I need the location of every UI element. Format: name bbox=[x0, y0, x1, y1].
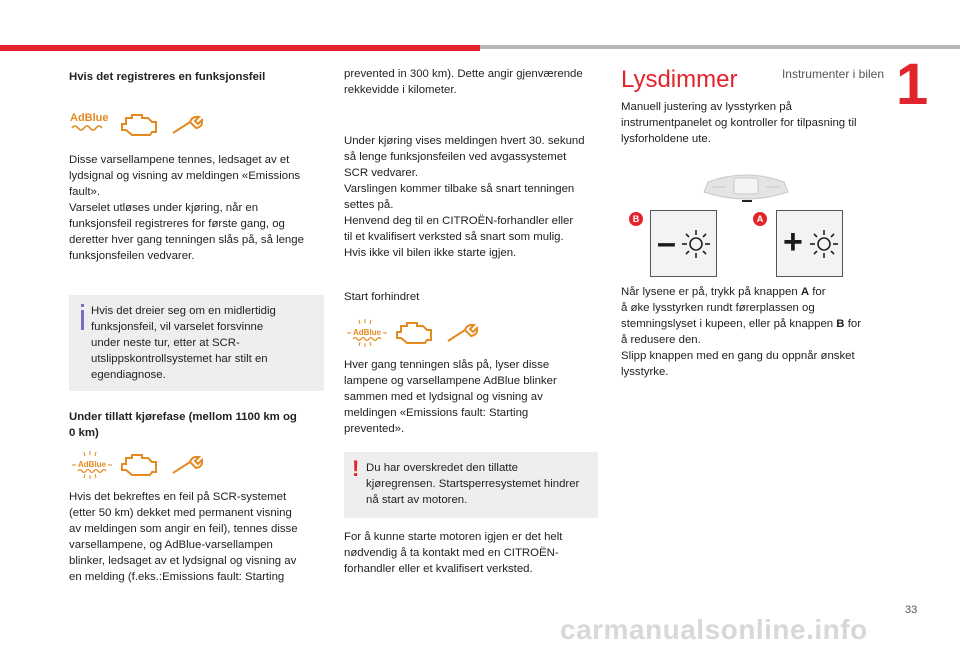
paragraph-ignition: Hver gang tenningen slås på, lyser disse lampene og varsellampene AdBlue blinker sammen med et lydsignal og visning av meldingen «Emissions fault: Starting prevented». bbox=[344, 359, 557, 435]
paragraph-dimmer-usage: Når lysene er på, trykk på knappen A for å øke lysstyrken rundt førerplassen og stemningslyset i kupeen, eller på knappen B for å redusere den. Slipp knappen med en gang du oppnår ønsket lysstyrke. bbox=[621, 286, 861, 378]
paragraph-malfunction: Disse varsellampene tennes, ledsaget av et lydsignal og visning av meldingen «Emissions fault». Varselet utløses under kjøring, når en funksjonsfeil registreres for første gang, og deretter hver gang tenningen slås på, så lenge funksjonsfeilen vedvarer. bbox=[69, 154, 304, 262]
paragraph-confirmed-fault: Hvis det bekreftes en feil på SCR-systemet (etter 50 km) dekket med permanent visning av meldingen som angir en feil), tennes disse varsellampene, og AdBlue-varsellampen blinker, ledsaget av et lydsignal og visning av en melding (f.eks.:Emissions fault: Starting bbox=[69, 491, 298, 583]
badge-b: B bbox=[629, 212, 643, 226]
dimmer-minus-button[interactable] bbox=[650, 210, 717, 277]
engine-icon bbox=[120, 112, 160, 138]
page-number: 33 bbox=[905, 604, 918, 616]
section-title: Instrumenter i bilen bbox=[781, 67, 884, 81]
adblue-flashing-icon bbox=[345, 318, 389, 348]
engine-icon bbox=[120, 452, 160, 478]
info-icon bbox=[81, 304, 84, 307]
plus-icon: + bbox=[783, 223, 803, 261]
paragraph-message-interval: Under kjøring vises meldingen hvert 30. sekund så lenge funksjonsfeilen ved avgassystemet SCR vedvarer. Varslingen kommer tilbake så snart tenningen settes på. Henvend deg til en CITROËN-forhandler eller til et kvalifisert verksted så snart som mulig. Hvis ikke vil bilen ikke starte igjen. bbox=[344, 135, 585, 259]
sun-icon bbox=[809, 229, 839, 259]
wrench-icon bbox=[170, 454, 206, 476]
heading-malfunction: Hvis det registreres en funksjonsfeil bbox=[69, 71, 266, 83]
warning-icons-row-3 bbox=[345, 318, 485, 348]
chapter-number: 1 bbox=[896, 52, 929, 117]
info-box: Hvis det dreier seg om en midlertidig funksjonsfeil, vil varselet forsvinne under neste tur, etter at SCR- utslippskontrollsystemet har stilt en egendiagnose. bbox=[69, 295, 324, 391]
adblue-flashing-icon bbox=[70, 450, 114, 480]
sun-icon bbox=[681, 229, 711, 259]
svg-text:AdBlue: AdBlue bbox=[353, 328, 381, 337]
wrench-icon bbox=[170, 114, 206, 136]
warning-icons-row-2 bbox=[70, 450, 210, 480]
paragraph-intro: Manuell justering av lysstyrken på instrumentpanelet og kontroller for tilpasning til lysforholdene ute. bbox=[621, 101, 857, 145]
paragraph-restart: For å kunne starte motoren igjen er det helt nødvendig å ta kontakt med en CITROËN- forhandler eller et kvalifisert verksted. bbox=[344, 531, 563, 575]
watermark: carmanualsonline.info bbox=[560, 614, 868, 645]
header-gray-bar bbox=[480, 45, 960, 49]
heading-start-prevented: Start forhindret bbox=[344, 291, 420, 303]
section-heading-lysdimmer: Lysdimmer bbox=[621, 66, 738, 93]
svg-text:AdBlue: AdBlue bbox=[78, 460, 106, 469]
dashboard-illustration bbox=[700, 170, 792, 206]
header-red-bar bbox=[0, 45, 480, 51]
dimmer-plus-button[interactable] bbox=[776, 210, 843, 277]
warning-icons-row-1 bbox=[70, 110, 210, 140]
engine-icon bbox=[395, 320, 435, 346]
adblue-icon: AdBlue bbox=[70, 112, 110, 132]
badge-a: A bbox=[753, 212, 767, 226]
warning-box: ! Du har overskredet den tillatte kjøregrensen. Startsperresystemet hindrer nå start av motoren. bbox=[344, 452, 598, 518]
wrench-icon bbox=[445, 322, 481, 344]
minus-icon: – bbox=[657, 224, 676, 262]
warning-exclamation-icon: ! bbox=[352, 456, 360, 481]
heading-driving-phase: Under tillatt kjørefase (mellom 1100 km og 0 km) bbox=[69, 411, 297, 439]
paragraph-continued: prevented in 300 km). Dette angir gjenværende rekkevidde i kilometer. bbox=[344, 68, 583, 96]
